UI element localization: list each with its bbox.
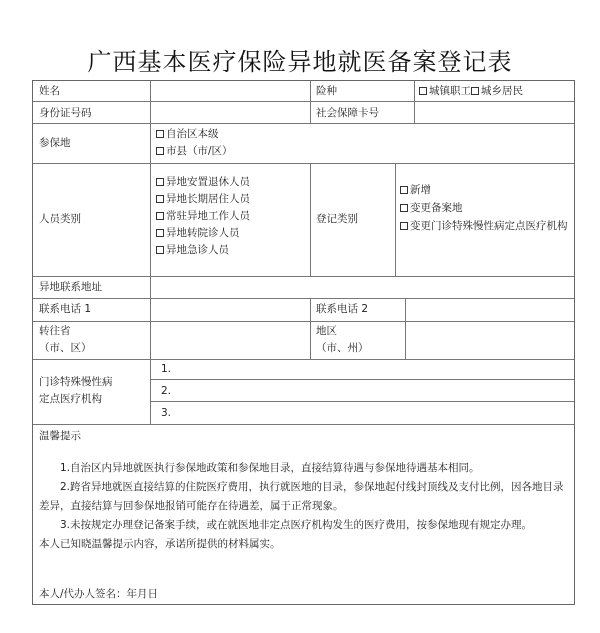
checkbox-icon <box>156 178 164 186</box>
row-divider <box>33 123 574 124</box>
target-province-sub: （市、区） <box>39 342 92 354</box>
col-divider <box>405 298 406 359</box>
row-divider <box>33 359 574 360</box>
insurance-type-options <box>419 84 523 99</box>
row-divider <box>33 424 574 425</box>
tip-item: 1.自治区内异地就医执行参保地政策和参保地目录，直接结算待遇与参保地待遇基本相同。 <box>60 462 480 474</box>
checkbox-icon <box>156 229 164 237</box>
col-divider <box>310 81 311 123</box>
row-divider <box>33 163 574 164</box>
checkbox-icon <box>156 147 164 155</box>
phone2-label: 联系电话 2 <box>316 303 369 315</box>
row-divider <box>33 298 574 299</box>
checkbox-icon <box>400 222 408 230</box>
tip-item: 2.跨省异地就医直接结算的住院医疗费用，执行就医地的目录，参保地起付线封顶线及支付比例，因各地目录差异，直接结算与回参保地报销可能存在待遇差，属于正常现象。 <box>39 481 564 512</box>
row-divider <box>33 101 574 102</box>
checkbox-region-level[interactable]: 自治区本级 <box>156 127 219 142</box>
signature-line: 本人/代办人签名：年月日 <box>39 588 159 600</box>
checkbox-icon <box>471 87 479 95</box>
checkbox-icon <box>156 246 164 254</box>
row-divider <box>150 379 574 380</box>
tips-heading: 温馨提示 <box>39 430 81 442</box>
col-divider <box>310 298 311 359</box>
checkbox-icon <box>156 130 164 138</box>
checkbox-icon <box>156 212 164 220</box>
col-divider <box>310 163 311 276</box>
checkbox-relocated-retiree[interactable]: 异地安置退休人员 <box>156 175 250 190</box>
outpatient-institution-sub: 定点医疗机构 <box>39 393 102 405</box>
region-label: 地区 <box>316 325 337 337</box>
tip-item: 3.未按规定办理登记备案手续，或在就医地非定点医疗机构发生的医疗费用，按参保地现有规定办理。 <box>60 519 533 531</box>
insured-place-label: 参保地 <box>39 137 71 149</box>
checkbox-icon <box>419 87 427 95</box>
col-divider <box>414 81 415 123</box>
checkbox-change-location[interactable]: 变更备案地 <box>400 201 463 216</box>
outpatient-institution-label: 门诊特殊慢性病 <box>39 376 113 388</box>
checkbox-resident-worker[interactable]: 常驻异地工作人员 <box>156 209 250 224</box>
checkbox-icon <box>400 204 408 212</box>
col-divider <box>150 81 151 424</box>
acknowledge-text: 本人已知晓温馨提示内容，承诺所提供的材料属实。 <box>39 538 281 550</box>
institution-row-1: 1. <box>161 363 172 375</box>
checkbox-icon <box>156 195 164 203</box>
social-card-label: 社会保障卡号 <box>316 107 379 119</box>
name-label: 姓名 <box>39 85 60 97</box>
col-divider <box>395 163 396 276</box>
row-divider <box>33 321 574 322</box>
checkbox-employee[interactable]: 城镇职工 <box>419 85 471 97</box>
id-number-label: 身份证号码 <box>39 107 92 119</box>
checkbox-new[interactable]: 新增 <box>400 183 431 198</box>
row-divider <box>150 401 574 402</box>
tips-body <box>39 459 567 554</box>
region-sub: （市、州） <box>316 342 369 354</box>
checkbox-emergency-patient[interactable]: 异地急诊人员 <box>156 243 229 258</box>
phone1-label: 联系电话 1 <box>39 303 92 315</box>
checkbox-city-county[interactable]: 市县（市/区） <box>156 144 233 159</box>
checkbox-icon <box>400 186 408 194</box>
institution-row-3: 3. <box>161 407 172 419</box>
page-title: 广西基本医疗保险异地就医备案登记表 <box>87 48 513 76</box>
person-category-label: 人员类别 <box>39 213 81 225</box>
checkbox-transfer-patient[interactable]: 异地转院诊人员 <box>156 226 240 241</box>
insurance-type-label: 险种 <box>316 85 337 97</box>
checkbox-long-term-resident[interactable]: 异地长期居住人员 <box>156 192 250 207</box>
checkbox-resident[interactable]: 城乡居民 <box>471 85 523 97</box>
institution-row-2: 2. <box>161 385 172 397</box>
checkbox-change-institution[interactable]: 变更门诊特殊慢性病定点医疗机构 <box>400 219 568 234</box>
registration-form <box>32 80 575 605</box>
remote-address-label: 异地联系地址 <box>39 281 102 293</box>
row-divider <box>33 276 574 277</box>
registration-type-label: 登记类别 <box>316 213 358 225</box>
target-province-label: 转往省 <box>39 325 71 337</box>
